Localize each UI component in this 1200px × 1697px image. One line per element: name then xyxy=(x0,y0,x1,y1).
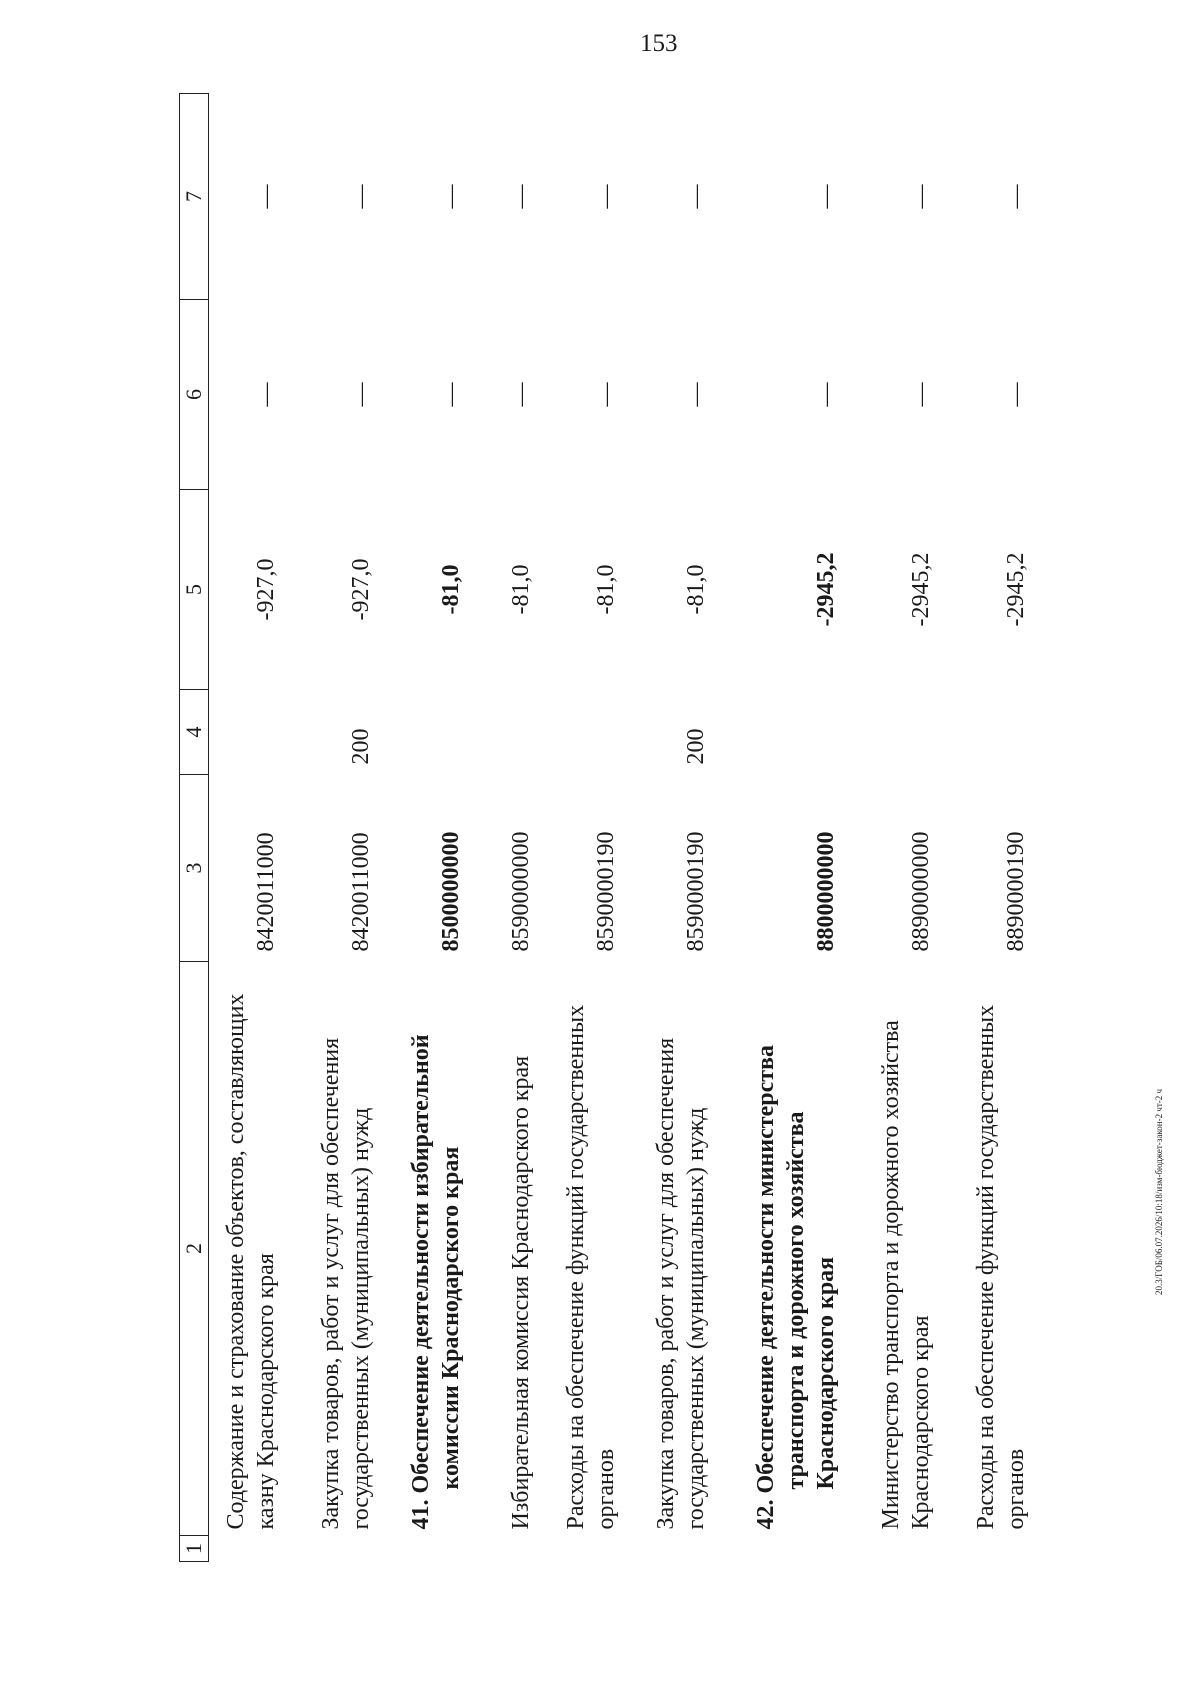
row-c7-dash: — xyxy=(1003,184,1029,209)
row-c6-dash: — xyxy=(508,382,534,407)
row-c6-dash: — xyxy=(908,382,934,407)
row-code: 8500000000 xyxy=(438,831,464,952)
row-name-cell xyxy=(946,962,1041,1536)
row-c7-dash: — xyxy=(908,184,934,209)
header-col-6: 6 xyxy=(180,300,209,490)
row-name: Закупка товаров, работ и услуг для обеспечения государственных (муниципальных) нужд xyxy=(318,1037,374,1530)
row-name-cell xyxy=(291,962,386,1536)
row-col-1 xyxy=(631,1536,721,1562)
row-code: 8890000000 xyxy=(908,831,934,952)
table-row xyxy=(291,94,386,1562)
row-c6-dash: — xyxy=(593,382,619,407)
row-name: Избирательная комиссия Краснодарского края xyxy=(508,1055,534,1530)
row-name-cell xyxy=(208,962,291,1536)
row-sum: -81,0 xyxy=(683,564,709,615)
row-sum: -2945,2 xyxy=(1003,552,1029,627)
row-col-1 xyxy=(946,1536,1041,1562)
row-c6-dash: — xyxy=(253,382,279,407)
row-col-1 xyxy=(721,1536,851,1562)
row-name: Обеспечение деятельности избирательной комиссии Краснодарского края xyxy=(408,1034,464,1494)
row-col-1 xyxy=(208,1536,291,1562)
table-row xyxy=(721,94,851,1562)
row-code: 8890000190 xyxy=(1003,831,1029,952)
row-name-cell xyxy=(631,962,721,1536)
row-name-cell xyxy=(386,962,476,1536)
row-code: 8590000190 xyxy=(683,831,709,952)
row-sum: -927,0 xyxy=(348,558,374,621)
row-expense-type xyxy=(208,690,291,775)
row-col-1 xyxy=(851,1536,946,1562)
row-sum: -81,0 xyxy=(593,564,619,615)
row-expense-type xyxy=(721,690,851,775)
row-number: 41. xyxy=(408,1499,434,1530)
row-c6-dash: — xyxy=(813,382,839,407)
row-col-1 xyxy=(291,1536,386,1562)
row-name: Расходы на обеспечение функций государственных органов xyxy=(563,1004,619,1530)
table-row xyxy=(946,94,1041,1562)
row-name-cell xyxy=(476,962,546,1536)
row-c7-dash: — xyxy=(683,184,709,209)
footer-document-code: 20.3/ГОБ/06.07.2026/10:18/изм-бюджет-закон-2 чт-2 ч xyxy=(1154,1088,1164,1295)
row-sum: -927,0 xyxy=(253,558,279,621)
row-sum: -81,0 xyxy=(438,564,464,615)
row-expense-type xyxy=(851,690,946,775)
row-sum: -2945,2 xyxy=(813,552,839,627)
row-sum: -81,0 xyxy=(508,564,534,615)
row-c6-dash: — xyxy=(438,382,464,407)
page-number: 153 xyxy=(640,30,678,57)
header-col-5: 5 xyxy=(180,490,209,690)
table-row xyxy=(851,94,946,1562)
table-row xyxy=(476,94,546,1562)
row-name-cell xyxy=(546,962,631,1536)
row-name: Министерство транспорта и дорожного хозяйства Краснодарского края xyxy=(878,1020,934,1530)
header-col-7: 7 xyxy=(180,94,209,300)
row-expense-type xyxy=(546,690,631,775)
table-row xyxy=(386,94,476,1562)
row-c6-dash: — xyxy=(1003,382,1029,407)
row-c6-dash: — xyxy=(683,382,709,407)
header-col-4: 4 xyxy=(180,690,209,775)
row-c6-dash: — xyxy=(348,382,374,407)
row-c7-dash: — xyxy=(813,184,839,209)
header-col-2: 2 xyxy=(180,962,209,1536)
row-name-cell xyxy=(721,962,851,1536)
budget-table-rotated xyxy=(179,94,1029,1562)
row-code: 8590000190 xyxy=(593,831,619,952)
row-name: Закупка товаров, работ и услуг для обеспечения государственных (муниципальных) нужд xyxy=(653,1037,709,1530)
row-col-1 xyxy=(476,1536,546,1562)
table-header-row xyxy=(180,94,209,1562)
row-expense-type xyxy=(476,690,546,775)
row-c7-dash: — xyxy=(253,184,279,209)
row-expense-type xyxy=(946,690,1041,775)
row-c7-dash: — xyxy=(348,184,374,209)
row-number: 42. xyxy=(753,1499,779,1530)
table-row xyxy=(208,94,291,1562)
row-code: 8800000000 xyxy=(813,831,839,952)
row-expense-type xyxy=(386,690,476,775)
header-col-3: 3 xyxy=(180,775,209,962)
row-name: Содержание и страхование объектов, составляющих казну Краснодарского края xyxy=(223,993,279,1530)
row-code: 8590000000 xyxy=(508,831,534,952)
row-code: 8420011000 xyxy=(253,832,279,952)
row-code: 8420011000 xyxy=(348,832,374,952)
table-row xyxy=(631,94,721,1562)
row-name: Расходы на обеспечение функций государственных органов xyxy=(973,1004,1029,1530)
row-name-cell xyxy=(851,962,946,1536)
table-row xyxy=(546,94,631,1562)
row-col-1 xyxy=(546,1536,631,1562)
row-name: Обеспечение деятельности министерства транспорта и дорожного хозяйства Краснодарского края xyxy=(753,1045,839,1494)
budget-table xyxy=(179,93,1041,1562)
row-c7-dash: — xyxy=(593,184,619,209)
header-col-1: 1 xyxy=(180,1536,209,1562)
row-col-1 xyxy=(386,1536,476,1562)
row-expense-type: 200 xyxy=(683,728,709,765)
row-sum: -2945,2 xyxy=(908,552,934,627)
row-c7-dash: — xyxy=(438,184,464,209)
row-c7-dash: — xyxy=(508,184,534,209)
row-expense-type: 200 xyxy=(348,728,374,765)
